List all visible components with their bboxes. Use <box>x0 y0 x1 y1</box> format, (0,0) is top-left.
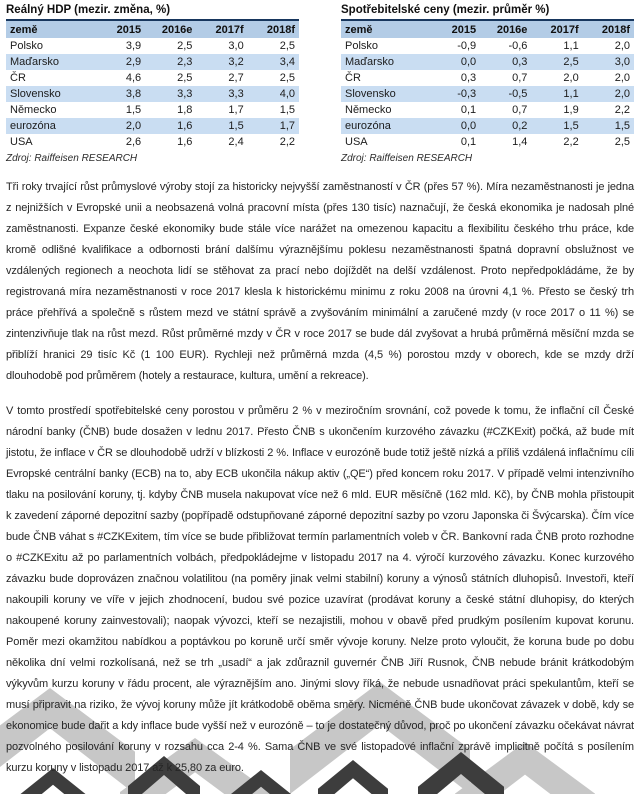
value-cell: 3,3 <box>177 88 193 100</box>
paragraph-inflation-czkexit: V tomto prostředí spotřebitelské ceny porostou v průměru 2 % v meziročním srovnání, což povede k tomu, že inflační cíl České národní banky (ČNB) bude dosažen v lednu 2017. Přesto ČNB s ukončením kurzového závazku (#CZKExit) počká, až bude mít jistotu, že inflace v ČR se dlouhodobě udrží v blízkosti 2 %. Inflace v eurozóně bude totiž ještě nízká a příliš vzdálená inflačnímu cíli Evropské centrální banky (ECB) na to, aby ECB ukončila nákup aktiv („QE“) před koncem roku 2017. V případě velmi intenzivního tlaku na posilování koruny, tj. kdyby ČNB musela nakupovat více než 6 mld. EUR měsíčně (162 mld. Kč), by ČNB mohla přistoupit k zavedení záporné depozitní sazby (popřípadě odstupňované záporné depozitní sazby po vzoru Japonska či Švýcarska). Čím více bude ČNB váhat s #CZKExitem, tím více se bude přibližovat termín parlamentních voleb v ČR. Bankovní rada ČNB proto rozhodne o #CZKExitu až po parlamentních volbách, předpokládejme v listopadu 2017 na 4. výročí kurzového závazku. Konec kurzového závazku bude doprovázen značnou volatilitou (na poměry jinak velmi stabilní) koruny a výnosů státních dluhopisů. Investoři, kteří nakoupili koruny ve víře v jejich zhodnocení, budou své pozice uzavírat (prodávat koruny a české státní dluhopisy, do kterých nakoupené koruny zainvestovali); naopak vývozci, kteří se nezajistili, mohou v obavě před prudkým posílením kupovat korunu. Poměr mezi okamžitou nabídkou a poptávkou po koruně určí směr vývoje koruny. Nelze proto vyloučit, že koruna bude po dobu několika dní velmi rozkolísaná, než se trh „usadí“ a jak zdůraznil guvernér ČNB Jiří Rusnok, ČNB nebude bránit krátkodobým výkyvům kurzu koruny v řádu procent, ale výraznějším ano. Jinými slovy říká, že nebude usnadňovat práci spekulantům, kteří se musí připravit na riziko, že vývoj koruny může jít krátkodobě oběma směry. Nicméně ČNB bude ukončovat závazek v době, kdy se ekonomice bude dařit a kdy inflace bude vyšší než v eurozóně – to je dostatečný důvod, proč po ukončení závazku očekávat návrat pozvolného posilování koruny v rozsahu cca 2-4 %. Sama ČNB ve své listopadové inflační zprávě implicitně počítá s posílením kurzu koruny v listopadu 2017 až k 25,80 za euro. <box>6 405 634 774</box>
value-cell: 0,3 <box>460 72 477 84</box>
value-cell: 1,6 <box>177 120 193 132</box>
table-row <box>341 54 634 70</box>
value-cell: 0,3 <box>512 56 528 68</box>
value-cell: 3,9 <box>125 40 142 52</box>
value-cell: 1,7 <box>279 120 295 132</box>
table-row <box>341 38 634 54</box>
gdp-table-section <box>6 4 299 164</box>
value-cell: 2,7 <box>228 72 244 84</box>
country-cell: ČR <box>345 72 361 84</box>
country-cell: Polsko <box>10 40 44 52</box>
value-cell: 0,1 <box>460 136 477 148</box>
value-cell: 3,3 <box>228 88 244 100</box>
value-cell: 2,5 <box>279 72 295 84</box>
value-cell: 2,6 <box>125 136 142 148</box>
table-row <box>341 86 634 102</box>
value-cell: 1,5 <box>228 120 244 132</box>
value-cell: 2,0 <box>563 72 579 84</box>
value-cell: 1,5 <box>614 120 630 132</box>
country-cell: Německo <box>10 104 57 116</box>
column-header: 2017f <box>550 24 579 36</box>
value-cell: 2,9 <box>125 56 142 68</box>
value-cell: 3,8 <box>125 88 142 100</box>
value-cell: 3,4 <box>279 56 295 68</box>
gdp-table <box>6 19 299 150</box>
value-cell: 1,9 <box>563 104 579 116</box>
value-cell: 2,5 <box>279 40 295 52</box>
column-header: země <box>10 24 38 36</box>
value-cell: 0,7 <box>512 72 528 84</box>
value-cell: 0,7 <box>512 104 528 116</box>
cpi-table-header-row <box>341 20 634 38</box>
table-row <box>6 86 299 102</box>
value-cell: 2,0 <box>614 40 630 52</box>
value-cell: 4,6 <box>125 72 142 84</box>
gdp-table-header-row <box>6 20 299 38</box>
value-cell: 1,1 <box>563 88 579 100</box>
table-row <box>6 54 299 70</box>
cpi-table-section <box>341 4 634 164</box>
value-cell: 2,2 <box>563 136 579 148</box>
country-cell: eurozóna <box>10 120 56 132</box>
value-cell: 3,0 <box>614 56 630 68</box>
value-cell: 0,2 <box>512 120 528 132</box>
value-cell: 3,2 <box>228 56 244 68</box>
value-cell: 2,4 <box>228 136 244 148</box>
column-header: 2015 <box>451 24 477 36</box>
column-header: země <box>345 24 373 36</box>
table-row <box>6 102 299 118</box>
value-cell: 1,7 <box>228 104 244 116</box>
value-cell: 2,0 <box>125 120 142 132</box>
value-cell: -0,5 <box>508 88 528 100</box>
country-cell: ČR <box>10 72 26 84</box>
value-cell: 1,5 <box>125 104 142 116</box>
country-cell: eurozóna <box>345 120 391 132</box>
forecast-tables <box>6 4 634 164</box>
country-cell: Maďarsko <box>10 56 59 68</box>
table-row <box>341 134 634 150</box>
value-cell: 0,0 <box>460 120 477 132</box>
value-cell: 2,0 <box>614 88 630 100</box>
table-row <box>341 102 634 118</box>
value-cell: -0,9 <box>457 40 477 52</box>
value-cell: 2,3 <box>177 56 193 68</box>
column-header: 2017f <box>215 24 244 36</box>
paragraph-labour-market: Tři roky trvající růst průmyslové výroby stojí za historicky nejvyšší zaměstnaností v ČR (přes 57 %). Míra nezaměstnanosti je jedna z nejnižších v Evropské unii a neobsazená volná pracovní místa (přes 130 tisíc) naznačují, že česká ekonomika je nadosah plné zaměstnanosti. Expanze české ekonomiky bude stále více narážet na omezenou kapacitu a flexibilitu českého trhu práce, kde kromě odlišné kvalifikace a odbornosti brání dalšímu výraznějšímu poklesu nezaměstnanosti špatná dopravní obslužnost ve vzdálených regionech a neochota lidí se stěhovat za prací nebo dojíždět na delší vzdálenost. Proto nepředpokládáme, že by registrovaná míra nezaměstnanosti v roce 2017 klesla k historickému minimu z roku 2008 na úrovni 4,1 %. Přesto se český trh práce přehřívá a společně s růstem mezd ve státní správě a zvyšováním minimální a zaručené mzdy (v roce 2017 o 11 %) se zintenzivňuje tlak na růst mezd. Růst průměrné mzdy v ČR v roce 2017 se bude dál zvyšovat a hrubá průměrná měsíční mzda se přiblíží hranici 29 tisíc Kč (1 100 EUR). Rychleji než průměrná mzda (4,5 %) porostou mzdy v oborech, kde se mzdy drží dlouhodobě pod průměrem (hotely a restaurace, kultura, umění a rekreace). <box>6 181 634 382</box>
cpi-table-title: Spotřebitelské ceny (mezir. průměr %) <box>341 4 550 16</box>
value-cell: -0,6 <box>508 40 528 52</box>
value-cell: 1,5 <box>279 104 295 116</box>
value-cell: 1,1 <box>563 40 579 52</box>
value-cell: 2,5 <box>177 40 193 52</box>
country-cell: Slovensko <box>10 88 61 100</box>
value-cell: -0,3 <box>457 88 477 100</box>
value-cell: 0,0 <box>460 56 477 68</box>
cpi-table-source: Zdroj: Raiffeisen RESEARCH <box>341 153 473 164</box>
value-cell: 1,6 <box>177 136 193 148</box>
column-header: 2018f <box>266 24 295 36</box>
country-cell: Německo <box>345 104 392 116</box>
gdp-table-source: Zdroj: Raiffeisen RESEARCH <box>6 153 138 164</box>
value-cell: 2,5 <box>614 136 630 148</box>
table-row <box>341 70 634 86</box>
value-cell: 1,8 <box>177 104 193 116</box>
value-cell: 1,5 <box>563 120 579 132</box>
value-cell: 3,0 <box>228 40 244 52</box>
cpi-table <box>341 19 634 150</box>
value-cell: 4,0 <box>279 88 295 100</box>
column-header: 2016e <box>161 24 193 36</box>
country-cell: Maďarsko <box>345 56 394 68</box>
value-cell: 2,2 <box>614 104 630 116</box>
column-header: 2015 <box>116 24 142 36</box>
country-cell: USA <box>10 136 33 148</box>
value-cell: 1,4 <box>512 136 528 148</box>
country-cell: Slovensko <box>345 88 396 100</box>
gdp-table-title: Reálný HDP (mezir. změna, %) <box>6 4 171 16</box>
value-cell: 2,2 <box>279 136 295 148</box>
column-header: 2016e <box>496 24 528 36</box>
value-cell: 2,5 <box>563 56 579 68</box>
value-cell: 2,0 <box>614 72 630 84</box>
value-cell: 0,1 <box>460 104 477 116</box>
column-header: 2018f <box>601 24 630 36</box>
body-text <box>6 177 634 779</box>
table-row <box>6 70 299 86</box>
table-row <box>6 38 299 54</box>
table-row <box>6 118 299 134</box>
table-row <box>6 134 299 150</box>
country-cell: USA <box>345 136 368 148</box>
value-cell: 2,5 <box>177 72 193 84</box>
country-cell: Polsko <box>345 40 379 52</box>
table-row <box>341 118 634 134</box>
